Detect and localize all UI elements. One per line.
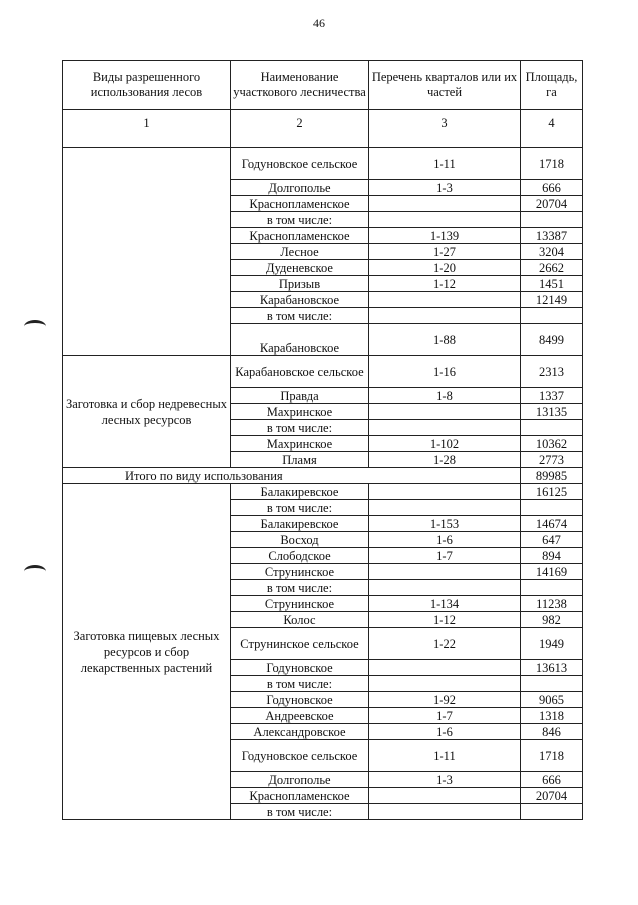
- area-value: [521, 420, 583, 436]
- quarters-range: 1-27: [369, 244, 521, 260]
- area-value: 1718: [521, 148, 583, 180]
- column-number-row: [63, 110, 583, 148]
- use-type-cell: [63, 148, 231, 356]
- forestry-name: Годуновское: [231, 660, 369, 676]
- area-value: 14674: [521, 516, 583, 532]
- area-value: 1718: [521, 740, 583, 772]
- area-value: 846: [521, 724, 583, 740]
- area-value: 1451: [521, 276, 583, 292]
- forestry-name: в том числе:: [231, 676, 369, 692]
- quarters-range: [369, 196, 521, 212]
- forestry-name: Призыв: [231, 276, 369, 292]
- area-value: 13387: [521, 228, 583, 244]
- forestry-name: Колос: [231, 612, 369, 628]
- quarters-range: 1-12: [369, 276, 521, 292]
- area-value: 894: [521, 548, 583, 564]
- column-number: 2: [231, 110, 369, 148]
- area-value: 2662: [521, 260, 583, 276]
- area-value: 1337: [521, 388, 583, 404]
- forestry-name: Пламя: [231, 452, 369, 468]
- header-forestry: Наименование участкового лесничества: [231, 61, 369, 110]
- forestry-name: Краснопламенское: [231, 788, 369, 804]
- area-value: [521, 500, 583, 516]
- total-row: [63, 468, 583, 484]
- quarters-range: [369, 420, 521, 436]
- forestry-name: Струнинское: [231, 564, 369, 580]
- area-value: 666: [521, 772, 583, 788]
- quarters-range: 1-88: [369, 324, 521, 356]
- forestry-name: Дуденевское: [231, 260, 369, 276]
- quarters-range: 1-134: [369, 596, 521, 612]
- quarters-range: 1-11: [369, 148, 521, 180]
- header-use-type: Виды разрешенного использования лесов: [63, 61, 231, 110]
- use-type-cell: Заготовка пищевых лесных ресурсов и сбор лекарственных растений: [63, 484, 231, 820]
- forestry-name: Годуновское сельское: [231, 740, 369, 772]
- use-type-cell: Заготовка и сбор недревесных лесных ресурсов: [63, 356, 231, 468]
- quarters-range: 1-7: [369, 548, 521, 564]
- forestry-name: в том числе:: [231, 420, 369, 436]
- quarters-range: [369, 292, 521, 308]
- area-value: [521, 212, 583, 228]
- quarters-range: [369, 804, 521, 820]
- forestry-name: в том числе:: [231, 308, 369, 324]
- quarters-range: 1-28: [369, 452, 521, 468]
- area-value: 11238: [521, 596, 583, 612]
- area-value: 1949: [521, 628, 583, 660]
- area-value: 3204: [521, 244, 583, 260]
- quarters-range: 1-11: [369, 740, 521, 772]
- quarters-range: 1-12: [369, 612, 521, 628]
- total-label: Итого по виду использования: [63, 468, 521, 484]
- area-value: 12149: [521, 292, 583, 308]
- forestry-name: Карабановское сельское: [231, 356, 369, 388]
- area-value: 647: [521, 532, 583, 548]
- area-value: [521, 580, 583, 596]
- forestry-name: Махринское: [231, 404, 369, 420]
- forestry-name: Слободское: [231, 548, 369, 564]
- quarters-range: [369, 580, 521, 596]
- quarters-range: 1-92: [369, 692, 521, 708]
- column-number: 3: [369, 110, 521, 148]
- quarters-range: 1-6: [369, 724, 521, 740]
- area-value: 16125: [521, 484, 583, 500]
- area-value: [521, 804, 583, 820]
- area-value: 10362: [521, 436, 583, 452]
- area-value: 8499: [521, 324, 583, 356]
- quarters-range: 1-16: [369, 356, 521, 388]
- forest-use-table: [62, 60, 583, 820]
- forestry-name: Струнинское сельское: [231, 628, 369, 660]
- forestry-name: Годуновское: [231, 692, 369, 708]
- quarters-range: 1-8: [369, 388, 521, 404]
- forestry-name: Махринское: [231, 436, 369, 452]
- forestry-name: Струнинское: [231, 596, 369, 612]
- forestry-name: Балакиревское: [231, 516, 369, 532]
- quarters-range: 1-102: [369, 436, 521, 452]
- quarters-range: 1-22: [369, 628, 521, 660]
- column-number: 1: [63, 110, 231, 148]
- area-value: 13613: [521, 660, 583, 676]
- area-value: 13135: [521, 404, 583, 420]
- header-row: [63, 61, 583, 110]
- forestry-name: Карабановское: [231, 324, 369, 356]
- area-value: 1318: [521, 708, 583, 724]
- quarters-range: [369, 404, 521, 420]
- quarters-range: [369, 484, 521, 500]
- quarters-range: 1-3: [369, 772, 521, 788]
- quarters-range: [369, 660, 521, 676]
- forestry-name: Краснопламенское: [231, 228, 369, 244]
- quarters-range: 1-6: [369, 532, 521, 548]
- quarters-range: 1-3: [369, 180, 521, 196]
- area-value: 2773: [521, 452, 583, 468]
- forestry-name: Правда: [231, 388, 369, 404]
- forestry-name: Краснопламенское: [231, 196, 369, 212]
- scan-mark: [24, 320, 46, 333]
- forestry-name: Александровское: [231, 724, 369, 740]
- area-value: 20704: [521, 196, 583, 212]
- forestry-name: Лесное: [231, 244, 369, 260]
- area-value: 9065: [521, 692, 583, 708]
- forestry-name: в том числе:: [231, 500, 369, 516]
- forestry-name: Долгополье: [231, 772, 369, 788]
- table-row: [63, 148, 583, 180]
- quarters-range: [369, 676, 521, 692]
- quarters-range: 1-139: [369, 228, 521, 244]
- forestry-name: Карабановское: [231, 292, 369, 308]
- forestry-name: в том числе:: [231, 212, 369, 228]
- area-value: 14169: [521, 564, 583, 580]
- quarters-range: [369, 500, 521, 516]
- quarters-range: [369, 212, 521, 228]
- forestry-name: Долгополье: [231, 180, 369, 196]
- forestry-name: Андреевское: [231, 708, 369, 724]
- page-number: 46: [313, 16, 325, 30]
- area-value: [521, 676, 583, 692]
- quarters-range: 1-20: [369, 260, 521, 276]
- area-value: 20704: [521, 788, 583, 804]
- header-quarters: Перечень кварталов или их частей: [369, 61, 521, 110]
- forestry-name: Годуновское сельское: [231, 148, 369, 180]
- quarters-range: [369, 788, 521, 804]
- table-row: [63, 484, 583, 500]
- total-area: 89985: [521, 468, 583, 484]
- column-number: 4: [521, 110, 583, 148]
- quarters-range: 1-7: [369, 708, 521, 724]
- area-value: 666: [521, 180, 583, 196]
- quarters-range: 1-153: [369, 516, 521, 532]
- quarters-range: [369, 564, 521, 580]
- area-value: 2313: [521, 356, 583, 388]
- area-value: [521, 308, 583, 324]
- forestry-name: Балакиревское: [231, 484, 369, 500]
- quarters-range: [369, 308, 521, 324]
- area-value: 982: [521, 612, 583, 628]
- scan-mark: [24, 565, 46, 578]
- forestry-name: Восход: [231, 532, 369, 548]
- forestry-name: в том числе:: [231, 804, 369, 820]
- header-area: Площадь, га: [521, 61, 583, 110]
- table-row: [63, 356, 583, 388]
- forestry-name: в том числе:: [231, 580, 369, 596]
